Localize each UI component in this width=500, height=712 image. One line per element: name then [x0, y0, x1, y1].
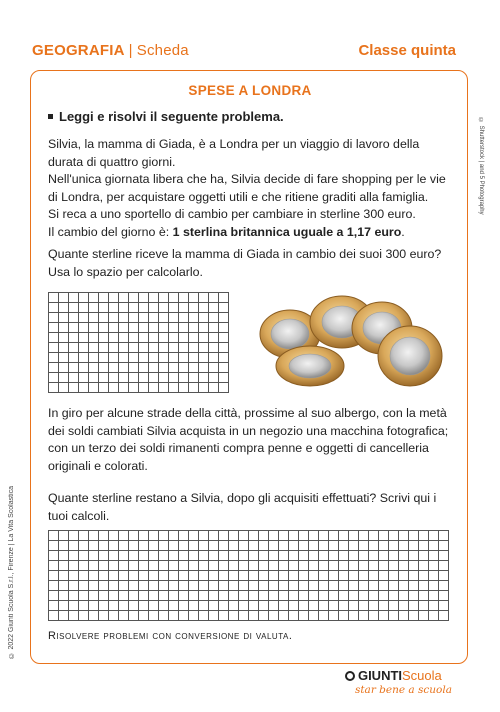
rate-prefix: Il cambio del giorno è:	[48, 224, 173, 239]
rate-suffix: .	[401, 224, 405, 239]
coin	[378, 326, 442, 386]
question-2: Quante sterline restano a Silvia, dopo gli acquisiti effettuati? Scrivi qui i tuoi calcoli.	[48, 491, 437, 523]
bullet-icon	[48, 114, 53, 119]
subject-name: GEOGRAFIA	[32, 42, 125, 59]
learning-objective: Risolvere problemi con conversione di valuta.	[48, 630, 293, 642]
brand-logo	[345, 668, 452, 683]
instruction	[48, 109, 284, 124]
exchange-rate-line	[48, 224, 456, 242]
coin	[276, 346, 344, 386]
worksheet-title: SPESE A LONDRA	[188, 83, 312, 98]
problem-line: Silvia, la mamma di Giada, è a Londra per un viaggio di lavoro della durata di quattro giorni.	[48, 137, 420, 169]
header-separator: |	[128, 42, 133, 59]
page-header	[32, 42, 456, 64]
problem-text	[48, 136, 456, 242]
rate-value: 1 sterlina britannica uguale a 1,17 euro	[172, 224, 402, 239]
paragraph-2: In giro per alcune strade della città, prossime al suo albergo, con la metà dei soldi cambiati Silvia acquista in un negozio una macchina fotografica; con un terzo dei soldi rimanenti compra penne e oggetti di cancelleria originali e colorati.	[48, 406, 449, 473]
calculation-grid-1[interactable]	[48, 292, 229, 393]
calculation-grid-2[interactable]	[48, 530, 449, 621]
sheet-kind: Scheda	[136, 42, 189, 59]
question-1: Quante sterline riceve la mamma di Giada in cambio dei suoi 300 euro? Usa lo spazio per calcolarlo.	[48, 247, 442, 279]
copyright-notice: © 2022 Giunti Scuola S.r.l., Firenze | La Vita Scolastica	[8, 486, 15, 659]
brand-name: GIUNTI	[357, 668, 403, 683]
subject-label	[32, 42, 189, 59]
giunti-logo-icon	[345, 671, 355, 681]
brand-slogan: star bene a scuola	[354, 684, 452, 696]
coins-image	[250, 292, 446, 392]
instruction-text: Leggi e risolvi il seguente problema.	[59, 109, 284, 124]
problem-line: Si reca a uno sportello di cambio per cambiare in sterline 300 euro.	[48, 207, 416, 222]
brand-name-2: Scuola	[402, 668, 442, 683]
grade-label: Classe quinta	[358, 42, 456, 59]
publisher-brand	[345, 668, 452, 696]
photo-credit: © Shutterstock | and 5 Photography	[478, 118, 484, 215]
problem-line: Nell'unica giornata libera che ha, Silvia decide di fare shopping per le vie di Londra, per acquistare oggetti utili e che ritiene graditi alla famiglia.	[48, 172, 446, 204]
